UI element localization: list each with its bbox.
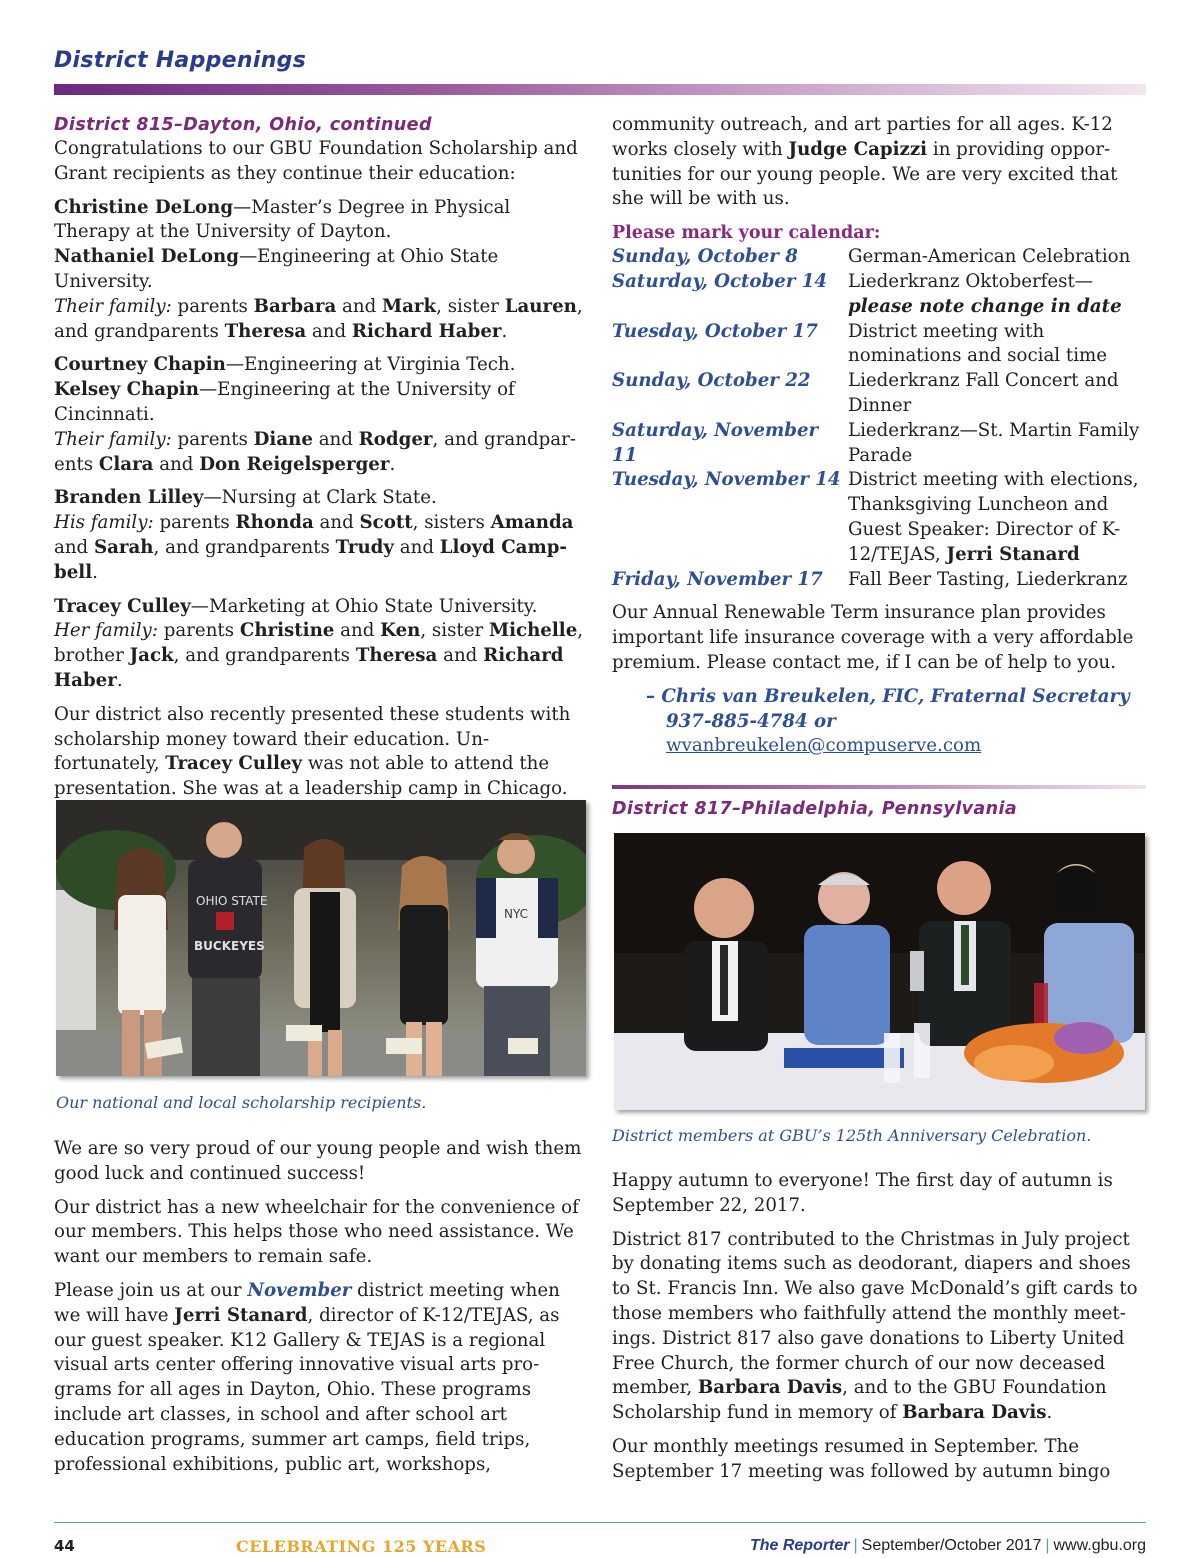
right-column-bottom — [612, 1169, 1152, 1485]
calendar-row: Tuesday, November 14 District meeting with elections, Thanksgiving Luncheon and Guest Speaker: Director of K-12/TEJAS, Jerri Stanard — [612, 469, 1139, 565]
footer-publication: The Reporter | September/October 2017 | www.gbu.org — [749, 1537, 1146, 1554]
svg-text:OHIO STATE: OHIO STATE — [196, 894, 268, 908]
calendar-title: Please mark your calendar: — [612, 223, 881, 244]
issue-date: September/October 2017 — [861, 1537, 1042, 1554]
calendar-row: Saturday, October 14 Liederkranz Oktoberfest— please note change in date — [612, 270, 1122, 317]
calendar-list — [612, 245, 1152, 592]
header-bar — [54, 84, 1146, 95]
page-number: 44 — [54, 1537, 75, 1555]
left-column-top — [54, 113, 590, 811]
section-title-dayton: District 815–Dayton, Ohio, continued — [54, 115, 432, 135]
svg-text:BUCKEYES: BUCKEYES — [194, 939, 265, 953]
calendar-row: Saturday, November 11 Liederkranz—St. Martin Family Parade — [612, 419, 1140, 466]
anniversary-photo — [614, 833, 1145, 1110]
intro-paragraph: Congratulations to our GBU Foundation Scholarship and Grant recipients as they continue their education: — [54, 138, 578, 184]
celebrating-banner: CELEBRATING 125 YEARS — [236, 1537, 487, 1556]
meetings-paragraph: Our monthly meetings resumed in September. The September 17 meeting was followed by autumn bingo — [612, 1435, 1111, 1482]
email-link[interactable]: wvanbreukelen@compuserve.com — [666, 735, 982, 757]
wheelchair-paragraph: Our district has a new wheelchair for the convenience of our members. This helps those who need assistance. We want our members to remain safe. — [54, 1196, 579, 1268]
calendar-row: Sunday, October 22 Liederkranz Fall Concert and Dinner — [612, 370, 1119, 416]
website-link[interactable]: www.gbu.org — [1053, 1537, 1146, 1554]
publication-name: The Reporter — [749, 1537, 850, 1554]
calendar-row: Friday, November 17 Fall Beer Tasting, Liederkranz — [612, 568, 1128, 590]
calendar-row: Sunday, October 8 German-American Celebration — [612, 246, 1131, 268]
autumn-paragraph: Happy autumn to everyone! The first day of autumn is September 22, 2017. — [612, 1170, 1113, 1216]
page-header-title: District Happenings — [54, 48, 307, 73]
signature-block — [612, 685, 1152, 759]
svg-text:NYC: NYC — [504, 907, 529, 921]
insurance-paragraph: Our Annual Renewable Term insurance plan provides important life insurance coverage with a very affordable premium. Please contact me, if I can be of help to you. — [612, 602, 1134, 673]
right-column-top — [612, 113, 1152, 759]
recipients-lilley: Branden Lilley—Nursing at Clark State. His family: parents Rhonda and Scott, sisters Amanda and Sarah, and grandparents Trudy and Lloyd Camp-bell. — [54, 487, 574, 583]
section-divider — [612, 785, 1146, 789]
right-photo-caption: District members at GBU’s 125th Anniversary Celebration. — [612, 1126, 1092, 1145]
scholarship-recipients-photo — [56, 800, 586, 1076]
section-title-philadelphia: District 817–Philadelphia, Pennsylvania — [612, 799, 1018, 819]
signature-phone: 937-885-4784 or — [666, 710, 836, 732]
recipients-chapin: Courtney Chapin—Engineering at Virginia Tech. Kelsey Chapin—Engineering at the University of Cincinnati. Their family: parents Diane and Rodger, and grandpar-ents Clara and Don Reigelsperger. — [54, 354, 576, 475]
proud-paragraph: We are so very proud of our young people and wish them good luck and continued success! — [54, 1138, 582, 1184]
recipients-culley: Tracey Culley—Marketing at Ohio State University. Her family: parents Christine and Ken, sister Michelle, brother Jack, and grandparents Theresa and Richard Haber. — [54, 595, 584, 691]
left-photo-caption: Our national and local scholarship recipients. — [56, 1093, 427, 1112]
left-column-bottom — [54, 1137, 590, 1477]
donations-paragraph: District 817 contributed to the Christmas in July project by donating items such as deodorant, diapers and shoes to St. Francis Inn. We also gave McDonald’s gift cards to those members who faithfully attend the monthly meet-ings. District 817 also gave donations to Liberty United Free Church, the former church of our now deceased member, Barbara Davis, and to the GBU Foundation Scholarship fund in memory of Barbara Davis. — [612, 1228, 1138, 1424]
recipients-delong: Christine DeLong—Master’s Degree in Physical Therapy at the University of Dayton. Nathaniel DeLong—Engineering at Ohio State University. Their family: parents Barbara and Mark, sister Lauren, and grandparents Theresa and Richard Haber. — [54, 196, 583, 342]
scholarship-paragraph: Our district also recently presented these students with scholarship money toward their education. Un-fortunately, Tracey Culley was not able to attend the presentation. She was at a leadership camp in Chicago. — [54, 703, 571, 800]
meeting-paragraph: Please join us at our November district meeting when we will have Jerri Stanard, director of K-12/TEJAS, as our guest speaker. K12 Gallery & TEJAS is a regional visual arts center offering innovative visual arts pro-grams for all ages in Dayton, Ohio. These programs include art classes, in school and after school art education programs, summer art camps, field trips, professional exhibitions, public art, workshops, — [54, 1279, 560, 1475]
calendar-row: Tuesday, October 17 District meeting with nominations and social time — [612, 320, 1108, 367]
signature-name: – Chris van Breukelen, FIC, Fraternal Secretary — [646, 685, 1130, 707]
outreach-paragraph: community outreach, and art parties for all ages. K-12 works closely with Judge Capizzi in providing oppor-tunities for our young people. We are very excited that she will be with us. — [612, 114, 1118, 210]
footer-rule — [54, 1522, 1146, 1523]
